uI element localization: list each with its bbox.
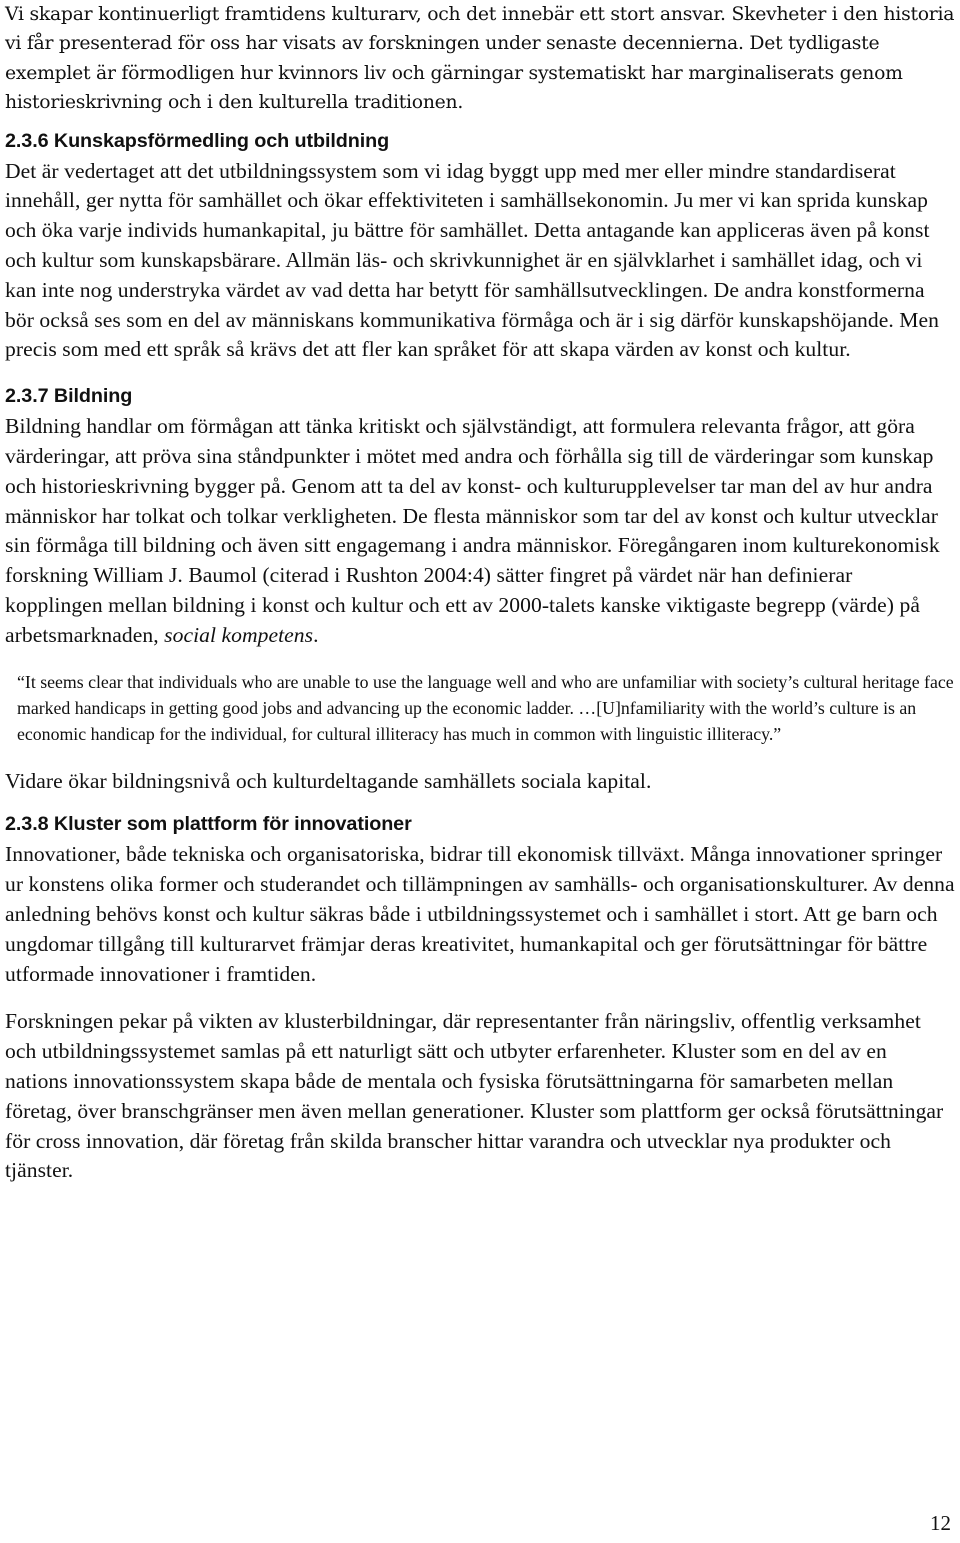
section-2-3-7-paragraph xyxy=(5,412,955,650)
section-2-3-8-paragraph-2: Forskningen pekar på vikten av klusterbildningar, där representanter från näringsliv, offentlig verksamhet och utbildningssystemet samlas på ett naturligt sätt och utbyter erfarenheter. Kluster som en del av en nations innovationssystem skapa både de mentala och fysiska förutsättningarna för samarbeten mellan företag, över branschgränser men även mellan generationer. Kluster som plattform ger också förutsättningar för cross innovation, där företag från skilda branscher hittar varandra och utvecklar nya produkter och tjänster. xyxy=(5,1009,944,1183)
section-2-3-8-paragraph-1: Innovationer, både tekniska och organisatoriska, bidrar till ekonomisk tillväxt. Många innovationer springer ur konstens olika former och studerandet och tillämpningen av samhälls- och organisationskulturer. Av denna anledning behövs konst och kultur säkras både i utbildningssystemet och i samhället i stort. Att ge barn och ungdomar tillgång till kulturarvet främjar deras kreativitet, humankapital och ger förutsättningar för bättre utformade innovationer i framtiden. xyxy=(5,842,955,986)
document-page xyxy=(5,0,955,1543)
section-heading-2-3-6: 2.3.6 Kunskapsförmedling och utbildning xyxy=(5,129,390,152)
page-number: 12 xyxy=(930,1511,951,1535)
section-2-3-7-after-quote: Vidare ökar bildningsnivå och kulturdeltagande samhällets sociala kapital. xyxy=(5,768,652,793)
baumol-quote: “It seems clear that individuals who are unable to use the language well and who are unfamiliar with society’s cultural heritage face marked handicaps in getting good jobs and advancing up the economic ladder. …[U]nfamiliarity with the world’s culture is an economic handicap for the individual, for cultural illiteracy has much in common with linguistic illiteracy.” xyxy=(17,671,954,744)
intro-paragraph: Vi skapar kontinuerligt framtidens kulturarv, och det innebär ett stort ansvar. Skevheter i den historia vi får presenterad för oss har visats av forskningen under senaste decennierna. Det tydligaste exemplet är förmodligen hur kvinnors liv och gärningar systematiskt har marginaliserats genom historieskrivning och i den kulturella traditionen. xyxy=(5,4,955,114)
section-heading-2-3-8: 2.3.8 Kluster som plattform för innovationer xyxy=(5,813,412,836)
section-2-3-7-text: Bildning handlar om förmågan att tänka kritiskt och självständigt, att formulera relevanta frågor, att göra värderingar, att pröva sina ståndpunkter i mötet med andra och förhålla sig till de värderingar som kunskap och historieskrivning bygger på. Genom att ta del av konst- och kulturupplevelser tar man del av hur andra människor har tolkat och tolkar verkligheten. De flesta människor som tar del av konst och kultur utvecklar sin förmåga till bildning och även sitt engagemang i andra människor. Föregångaren inom kulturekonomisk forskning William J. Baumol (citerad i Rushton 2004:4) sätter fingret på värdet när han definierar kopplingen mellan bildning i konst och kultur och ett av 2000-talets kanske viktigaste begrepp (värde) på arbetsmarknaden, xyxy=(5,414,940,647)
section-2-3-6-paragraph: Det är vedertaget att det utbildningssystem som vi idag byggt upp med mer eller mindre standardiserat innehåll, ger nytta för samhället och ökar effektiviteten i samhällsekonomin. Ju mer vi kan sprida kunskap och öka varje individs humankapital, ju bättre för samhället. Detta antagande kan appliceras även på konst och kultur som kunskapsbärare. Allmän läs- och skrivkunnighet är en självklarhet i samhället idag, och vi kan inte nog understryka värdet av vad detta har betytt för samhällsutvecklingen. De andra konstformerna bör också ses som en del av människans kommunikativa förmåga och är i sig därför kunskapshöjande. Men precis som med ett språk så krävs det att fler kan språket för att skapa värden av konst och kultur. xyxy=(5,158,939,362)
section-2-3-7-text-end: . xyxy=(313,622,319,647)
section-heading-2-3-7: 2.3.7 Bildning xyxy=(5,385,133,408)
section-2-3-7-italic-term: social kompetens xyxy=(164,622,314,647)
